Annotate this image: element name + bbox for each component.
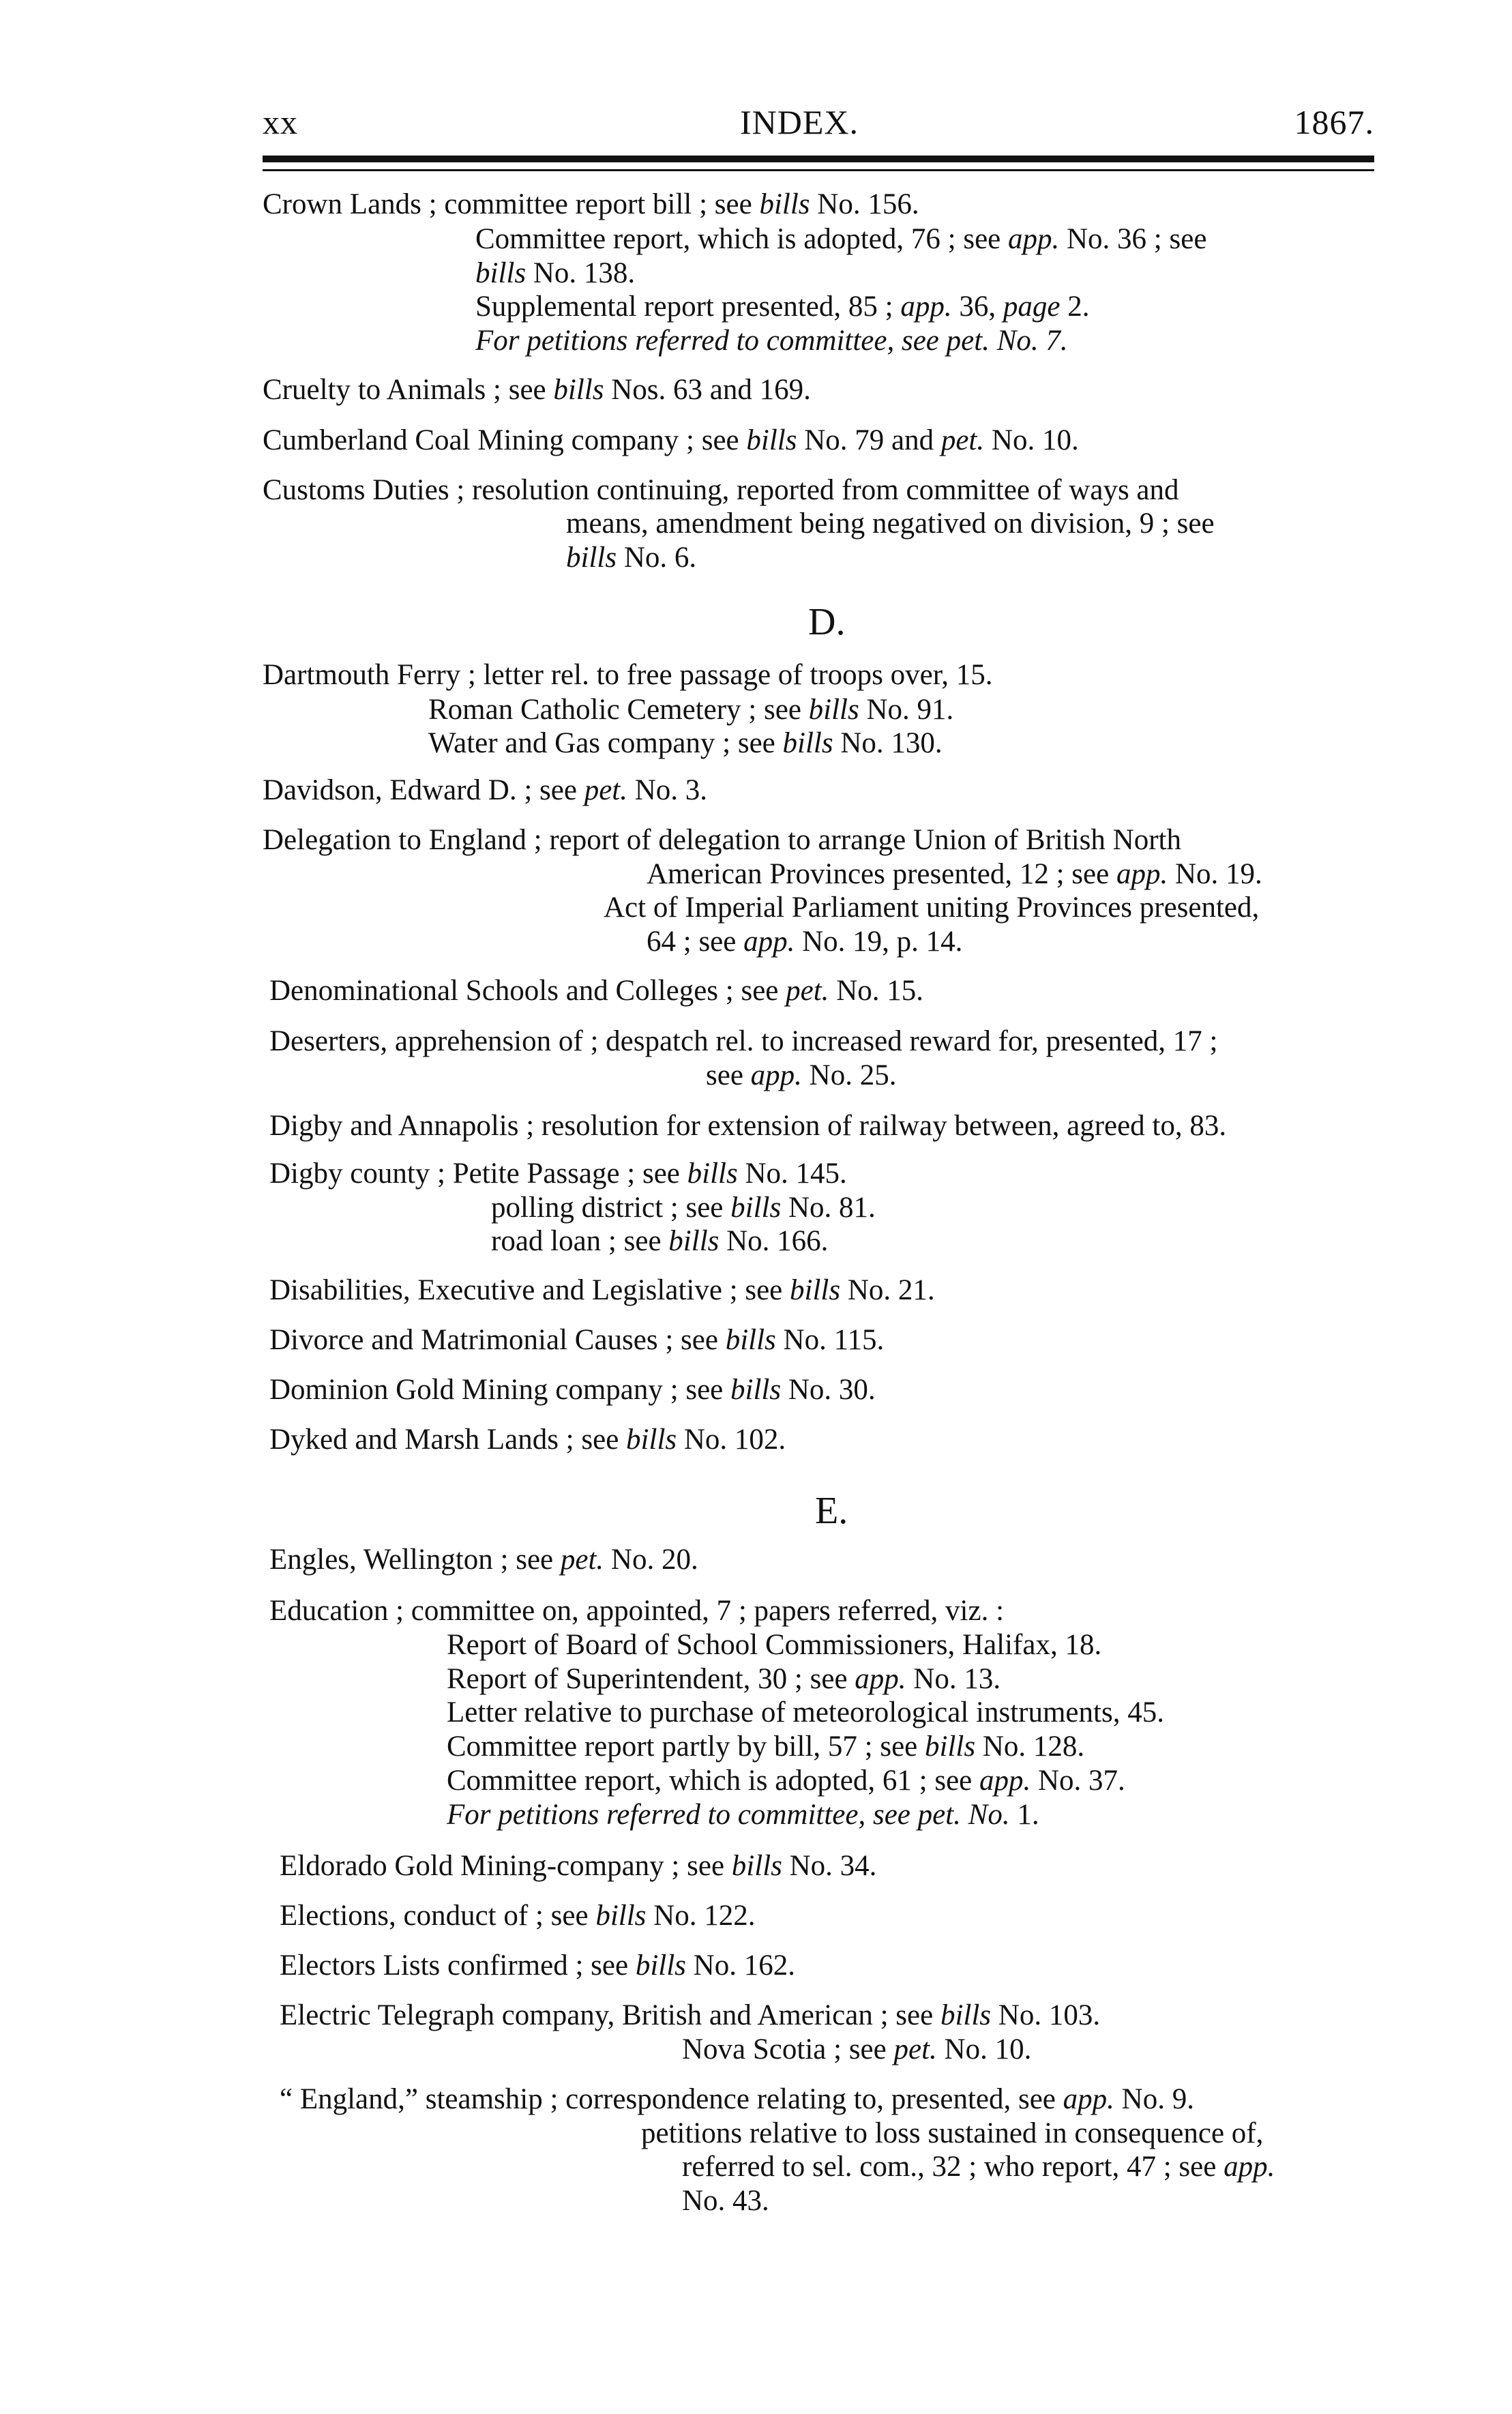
entry-text: No. 19, p. 14. [795,926,963,958]
italic-text: app. [979,1765,1031,1797]
entry-text: Digby county ; Petite Passage ; see [269,1158,687,1190]
entry-text: Engles, Wellington ; see [269,1544,561,1576]
italic-text: bills [730,1374,782,1406]
entry-text: No. 162. [685,1949,795,1982]
entry-text: Nova Scotia ; see [682,2033,894,2065]
entry-text: polling district ; see [491,1192,731,1224]
entry-text: Eldorado Gold Mining-company ; see [280,1850,732,1882]
index-line [269,1157,847,1191]
entry-text: referred to sel. com., 32 ; who report, 47 ; see [682,2151,1224,2183]
section-letter-d: D. [808,601,846,643]
index-line [269,1373,876,1407]
index-line [682,2184,769,2218]
italic-text: app. [900,291,952,323]
index-line [566,541,696,575]
entry-text: No. 102. [677,1424,786,1456]
index-line [269,974,923,1008]
index-line [682,2150,1275,2184]
entry-text: No. 128. [975,1731,1085,1763]
index-line [269,1423,786,1457]
entry-text: Divorce and Matrimonial Causes ; see [269,1324,726,1356]
italic-text: app. [855,1663,906,1695]
entry-text: Crown Lands ; committee report bill ; see [263,188,760,220]
italic-text: For petitions referred to committee, see pet. No. 7. [475,325,1068,357]
index-line [269,1274,935,1308]
italic-text: pet. [940,424,985,456]
italic-text: bills [808,694,859,726]
index-line [269,1543,698,1577]
index-line [566,507,1215,541]
italic-text: pet. [560,1544,604,1576]
index-line [280,1849,876,1883]
entry-text: means, amendment being negatived on division, 9 ; see [566,507,1215,540]
entry-text: No. 37. [1031,1765,1125,1797]
index-line [475,256,635,291]
italic-text: bills [730,1192,782,1224]
index-line [263,823,1181,857]
entry-text: Disabilities, Executive and Legislative ; see [269,1274,790,1306]
index-line [491,1224,828,1258]
index-line [269,1109,1226,1143]
entry-text: Cruelty to Animals ; see [263,374,554,406]
entry-text: Committee report partly by bill, 57 ; see [447,1731,925,1763]
entry-text: No. 115. [775,1324,885,1356]
entry-text: No. 21. [840,1274,935,1306]
entry-text: No. 9. [1114,2083,1194,2115]
entry-text: Report of Superintendent, 30 ; see [447,1663,855,1695]
entry-text: Dominion Gold Mining company ; see [269,1374,730,1406]
entry-text: No. 166. [719,1225,829,1257]
italic-text: For petitions referred to committee, see pet. No. [447,1799,1010,1831]
index-line [263,373,811,407]
italic-text: app. [750,1059,802,1091]
entry-text: Committee report, which is adopted, 61 ; see [447,1765,979,1797]
index-line [280,1999,1100,2033]
index-line [428,693,953,727]
entry-text: Dartmouth Ferry ; letter rel. to free passage of troops over, 15. [263,659,993,691]
index-line [263,658,993,692]
index-line [604,891,1259,925]
index-line [706,1059,896,1093]
entry-text: Davidson, Edward D. ; see [263,774,584,806]
italic-text: app. [743,926,795,958]
index-line [280,1899,755,1933]
entry-text: No. 3. [627,774,708,806]
entry-text: Customs Duties ; resolution continuing, reported from committee of ways and [263,474,1179,506]
entry-text: 36, [951,291,1003,323]
entry-text: petitions relative to loss sustained in consequence of, [641,2117,1264,2149]
entry-text: No. 81. [781,1192,876,1224]
italic-text: app. [1224,2151,1275,2183]
index-line [263,424,1079,458]
index-line [647,857,1262,892]
index-line [269,1323,884,1357]
index-line [447,1798,1039,1832]
italic-text: pet. [584,774,627,806]
entry-text: Act of Imperial Parliament uniting Provinces presented, [604,892,1260,924]
index-line [475,324,1068,358]
italic-text: bills [790,1274,841,1306]
page-number: xx [263,103,298,141]
entry-text: Report of Board of School Commissioners, Halifax, 18. [447,1629,1102,1661]
entry-text: Delegation to England ; report of delegation to arrange Union of British North [263,824,1181,856]
section-letter-e: E. [815,1490,848,1532]
entry-text: No. 138. [526,257,636,289]
index-line [280,2082,1194,2117]
entry-text: No. 20. [604,1544,698,1576]
index-line [269,1025,1217,1059]
italic-text: bills [731,1850,782,1882]
entry-text: No. 10. [936,2033,1032,2065]
entry-text: Nos. 63 and 169. [604,374,811,406]
entry-text: Letter relative to purchase of meteorological instruments, 45. [447,1696,1164,1728]
page-year: 1867. [1294,103,1374,141]
index-line [447,1662,1000,1696]
italic-text: bills [940,1999,992,2031]
entry-text: Electric Telegraph company, British and American ; see [280,1999,940,2031]
index-line [447,1628,1101,1662]
entry-text: Denominational Schools and Colleges ; see [269,975,786,1007]
entry-text: Roman Catholic Cemetery ; see [428,694,809,726]
index-line [447,1696,1164,1730]
italic-text: pet. [893,2033,937,2065]
entry-text: No. 79 and [797,424,941,456]
entry-text: No. 156. [810,188,919,220]
entry-text: Supplemental report presented, 85 ; [475,291,901,323]
entry-text: No. 25. [801,1059,897,1091]
italic-text: pet. [786,975,829,1007]
entry-text: No. 6. [617,542,697,574]
italic-text: bills [725,1324,776,1356]
entry-text: Digby and Annapolis ; resolution for extension of railway between, agreed to, 83. [269,1110,1227,1142]
index-line [647,925,962,959]
italic-text: bills [759,188,810,220]
entry-text: No. 36 ; see [1059,223,1207,255]
entry-text: No. 43. [682,2185,769,2217]
entry-text: No. 19. [1168,858,1262,890]
page-title: INDEX. [740,103,859,141]
index-line [447,1764,1125,1798]
index-line [682,2033,1031,2067]
italic-text: bills [635,1949,686,1982]
italic-text: bills [782,727,833,759]
entry-text: Deserters, apprehension of ; despatch rel. to increased reward for, presented, 17 ; [269,1025,1218,1057]
page-header [263,102,1374,150]
entry-text: No. 10. [984,424,1079,456]
entry-text: Elections, conduct of ; see [280,1900,596,1932]
italic-text: bills [668,1225,720,1257]
index-line [641,2117,1263,2151]
entry-text: No. 145. [737,1158,847,1190]
index-line [263,188,919,222]
index-line [447,1730,1084,1764]
italic-text: app. [1008,223,1060,255]
entry-text: see [706,1059,751,1091]
entry-text: American Provinces presented, 12 ; see [647,858,1116,890]
entry-text: No. 122. [646,1900,756,1932]
entry-text: Cumberland Coal Mining company ; see [263,424,747,456]
italic-text: page [1003,291,1061,323]
italic-text: bills [566,542,617,574]
index-line [263,774,707,808]
entry-text: Dyked and Marsh Lands ; see [269,1424,627,1456]
index-line [491,1191,876,1225]
entry-text: Committee report, which is adopted, 76 ; see [475,223,1008,255]
index-line [269,1594,1004,1628]
index-line [263,473,1179,507]
entry-text: No. 34. [782,1850,877,1882]
entry-text: Water and Gas company ; see [428,727,783,759]
italic-text: bills [687,1158,738,1190]
entry-text: No. 15. [829,975,923,1007]
italic-text: bills [595,1900,647,1932]
header-rule-thin [263,169,1374,171]
italic-text: app. [1063,2083,1114,2115]
entry-text: No. 91. [859,694,954,726]
italic-text: app. [1116,858,1168,890]
italic-text: bills [626,1424,677,1456]
entry-text: No. 30. [781,1374,876,1406]
header-rule-thick [263,156,1374,162]
index-line [280,1949,795,1983]
italic-text: bills [746,424,797,456]
entry-text: road loan ; see [491,1225,669,1257]
entry-text: No. 130. [833,727,943,759]
entry-text: No. 103. [991,1999,1101,2031]
italic-text: bills [553,374,604,406]
index-line [428,726,943,761]
index-line [475,222,1206,256]
italic-text: bills [925,1731,976,1763]
italic-text: bills [475,257,527,289]
entry-text: Electors Lists confirmed ; see [280,1949,636,1982]
entry-text: 2. [1060,291,1090,323]
index-line [475,290,1089,324]
entry-text: 1. [1009,1799,1039,1831]
entry-text: Education ; committee on, appointed, 7 ; papers referred, viz. : [269,1595,1005,1627]
entry-text: No. 13. [906,1663,1001,1695]
entry-text: “ England,” steamship ; correspondence relating to, presented, see [280,2083,1063,2115]
entry-text: 64 ; see [647,926,744,958]
